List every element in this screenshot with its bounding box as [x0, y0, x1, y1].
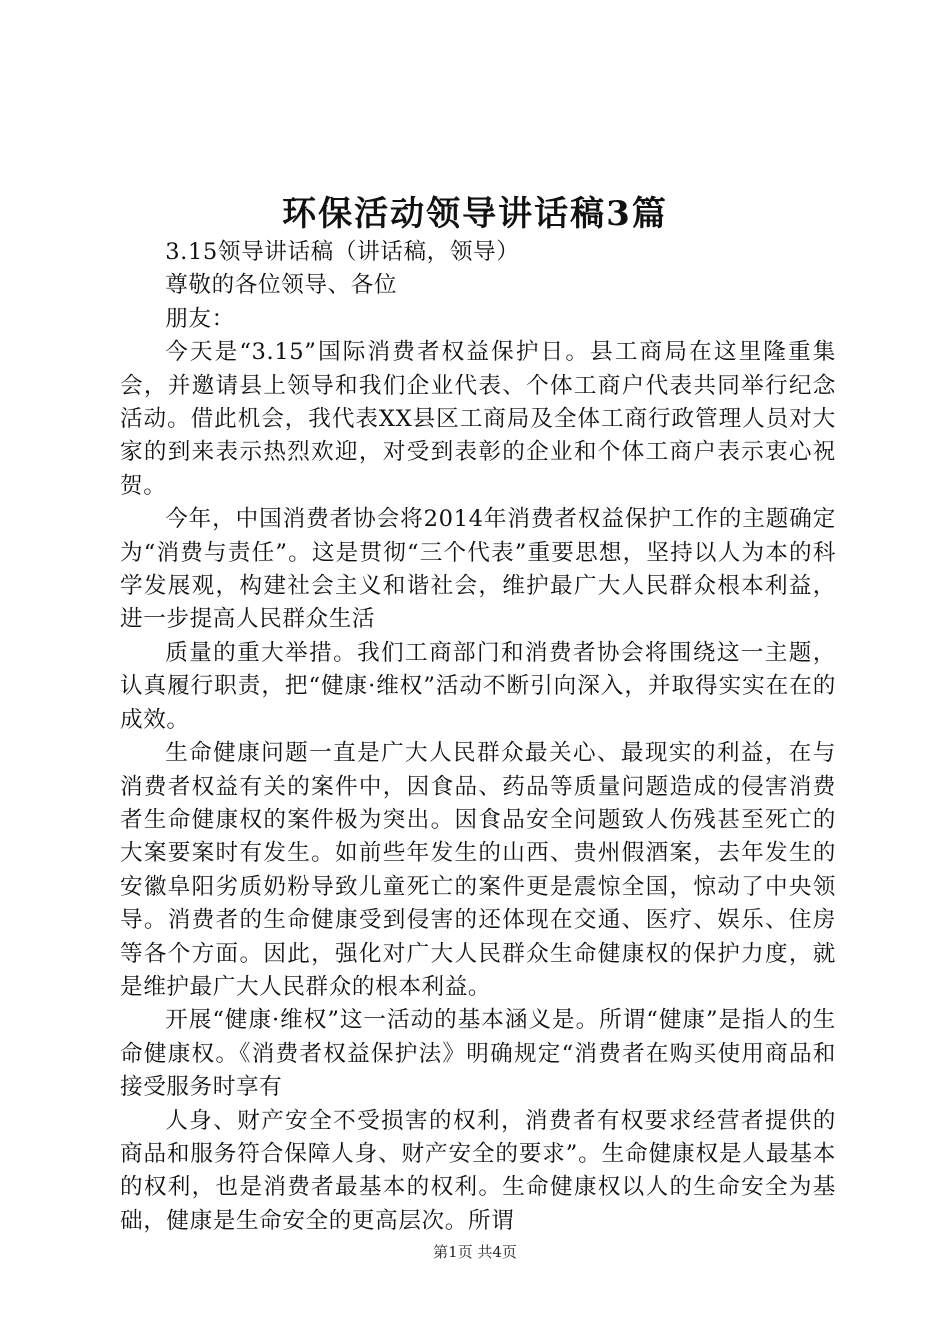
- paragraph: 今天是“3.15”国际消费者权益保护日。县工商局在这里隆重集会，并邀请县上领导和我们企业代表、个体工商户代表共同举行纪念活动。借此机会，我代表XX县区工商局及全体工商行政管理人员对大家的到来表示热烈欢迎，对受到表彰的企业和个体工商户表示衷心祝贺。: [120, 339, 836, 499]
- paragraph: 朋友：: [165, 305, 235, 332]
- page-footer: 第1页 共4页: [433, 1243, 517, 1261]
- paragraph: 人身、财产安全不受损害的权利，消费者有权要求经营者提供的商品和服务符合保障人身、财产安全的要求”。生命健康权是人最基本的权利，也是消费者最基本的权利。生命健康权以人的生命安全为基础，健康是生命安全的更高层次。所谓: [120, 1107, 836, 1234]
- paragraph: 3.15领导讲话稿（讲话稿，领导）: [165, 239, 520, 265]
- document-title: 环保活动领导讲话稿3篇: [282, 194, 668, 234]
- document-body: [120, 236, 836, 1238]
- paragraph: 尊敬的各位领导、各位: [165, 272, 398, 299]
- paragraph: 开展“健康·维权”这一活动的基本涵义是。所谓“健康”是指人的生命健康权。《消费者权益保护法》明确规定“消费者在购买使用商品和接受服务时享有: [120, 1007, 836, 1101]
- paragraph: 生命健康问题一直是广大人民群众最关心、最现实的利益，在与消费者权益有关的案件中，因食品、药品等质量问题造成的侵害消费者生命健康权的案件极为突出。因食品安全问题致人伤残甚至死亡的大案要案时有发生。如前些年发生的山西、贵州假酒案，去年发生的安徽阜阳劣质奶粉导致儿童死亡的案件更是震惊全国，惊动了中央领导。消费者的生命健康受到侵害的还体现在交通、医疗、娱乐、住房等各个方面。因此，强化对广大人民群众生命健康权的保护力度，就是维护最广大人民群众的根本利益。: [120, 740, 836, 1000]
- paragraph: 今年，中国消费者协会将2014年消费者权益保护工作的主题确定为“消费与责任”。这是贯彻“三个代表”重要思想，坚持以人为本的科学发展观，构建社会主义和谐社会，维护最广大人民群众根本利益，进一步提高人民群众生活: [120, 506, 836, 633]
- paragraph: 质量的重大举措。我们工商部门和消费者协会将围绕这一主题，认真履行职责，把“健康·维权”活动不断引向深入，并取得实实在在的成效。: [120, 639, 836, 733]
